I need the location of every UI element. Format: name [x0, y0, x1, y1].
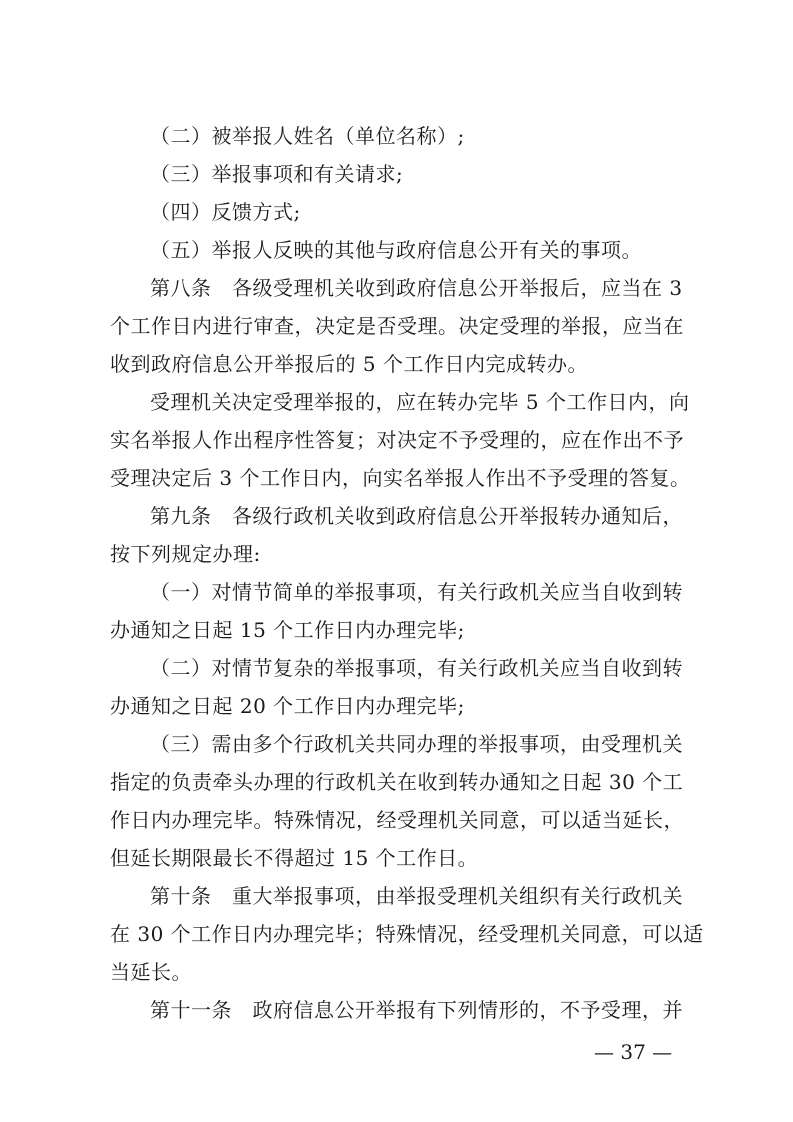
- text-line: （一）对情节简单的举报事项，有关行政机关应当自收到转: [150, 580, 683, 604]
- text-line: （三）需由多个行政机关共同办理的举报事项，由受理机关: [150, 732, 683, 756]
- text-line: 作日内办理完毕。特殊情况，经受理机关同意，可以适当延长，: [110, 808, 684, 832]
- text-line: 实名举报人作出程序性答复；对决定不予受理的，应在作出不予: [110, 428, 684, 452]
- text-line: （四）反馈方式;: [150, 200, 301, 224]
- text-line: 在 30 个工作日内办理完毕；特殊情况，经受理机关同意，可以适: [110, 922, 704, 946]
- text-line: （三）举报事项和有关请求;: [150, 162, 404, 186]
- text-line: 收到政府信息公开举报后的 5 个工作日内完成转办。: [110, 352, 588, 376]
- text-line: 当延长。: [110, 960, 192, 984]
- text-line: 但延长期限最长不得超过 15 个工作日。: [110, 846, 479, 870]
- text-line: 办通知之日起 15 个工作日内办理完毕;: [110, 618, 465, 642]
- article-9-line: 第九条 各级行政机关收到政府信息公开举报转办通知后，: [150, 504, 683, 528]
- text-line: 办通知之日起 20 个工作日内办理完毕;: [110, 694, 465, 718]
- page-number: — 37 —: [594, 1040, 673, 1064]
- text-line: （二）对情节复杂的举报事项，有关行政机关应当自收到转: [150, 656, 683, 680]
- article-8-line: 第八条 各级受理机关收到政府信息公开举报后，应当在 3: [150, 276, 683, 300]
- text-line: 个工作日内进行审查，决定是否受理。决定受理的举报，应当在: [110, 314, 684, 338]
- text-line: 指定的负责牵头办理的行政机关在收到转办通知之日起 30 个工: [110, 770, 684, 794]
- article-11-line: 第十一条 政府信息公开举报有下列情形的，不予受理，并: [150, 998, 683, 1022]
- article-10-line: 第十条 重大举报事项，由举报受理机关组织有关行政机关: [150, 884, 683, 908]
- text-line: （五）举报人反映的其他与政府信息公开有关的事项。: [150, 238, 642, 262]
- text-line: 受理机关决定受理举报的，应在转办完毕 5 个工作日内，向: [150, 390, 690, 414]
- text-line: （二）被举报人姓名（单位名称）;: [150, 124, 465, 148]
- text-line: 受理决定后 3 个工作日内，向实名举报人作出不予受理的答复。: [110, 466, 691, 490]
- text-line: 按下列规定办理:: [110, 542, 261, 566]
